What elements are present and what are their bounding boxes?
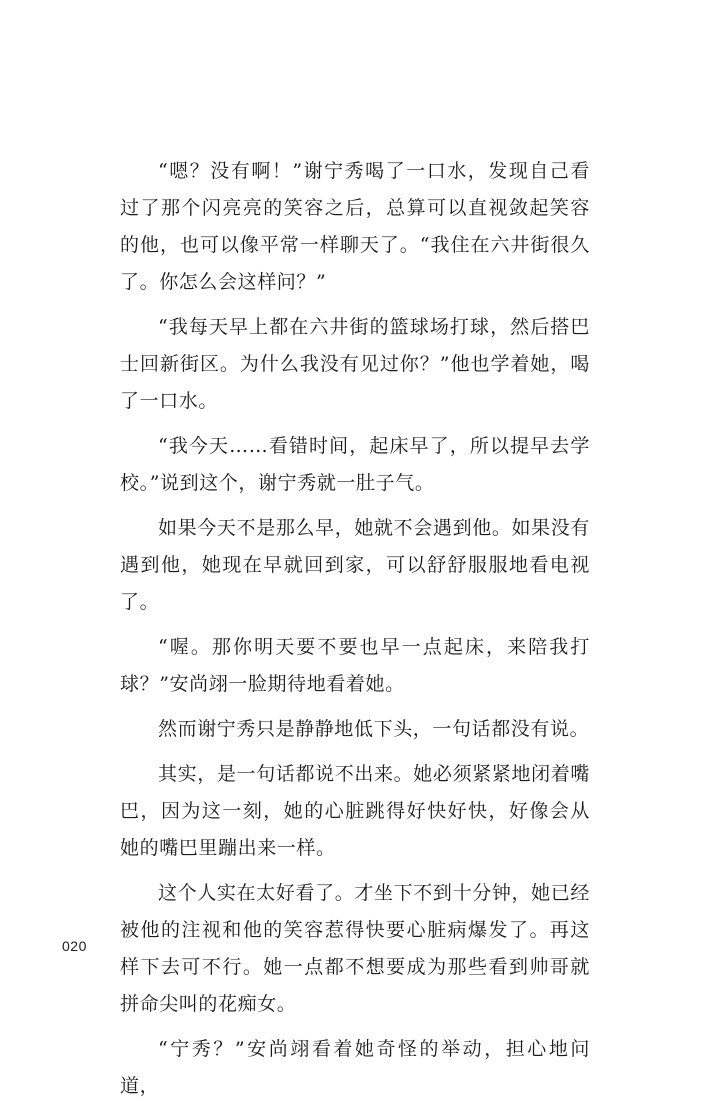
paragraph-3: “我今天……看错时间，起床早了，所以提早去学校。”说到这个，谢宁秀就一肚子气。 [120,435,590,494]
paragraph-9: “宁秀？”安尚翊看着她奇怪的举动，担心地问道， [120,1038,590,1097]
page-number: 020 [62,938,87,954]
body-text [120,153,590,1113]
paragraph-8: 这个人实在太好看了。才坐下不到十分钟，她已经被他的注视和他的笑容惹得快要心脏病爆发了。再这样下去可不行。她一点都不想要成为那些看到帅哥就拼命尖叫的花痴女。 [120,882,590,1015]
paragraph-1: “嗯？没有啊！”谢宁秀喝了一口水，发现自己看过了那个闪亮亮的笑容之后，总算可以直视敛起笑容的他，也可以像平常一样聊天了。“我住在六井街很久了。你怎么会这样问？” [120,160,590,293]
paragraph-7: 其实，是一句话都说不出来。她必须紧紧地闭着嘴巴，因为这一刻，她的心脏跳得好快好快，好像会从她的嘴巴里蹦出来一样。 [120,763,590,859]
paragraph-2: “我每天早上都在六井街的篮球场打球，然后搭巴士回新街区。为什么我没有见过你？”他也学着她，喝了一口水。 [120,316,590,412]
paragraph-5: “喔。那你明天要不要也早一点起床，来陪我打球？”安尚翊一脸期待地看着她。 [120,636,590,695]
paragraph-4: 如果今天不是那么早，她就不会遇到他。如果没有遇到他，她现在早就回到家，可以舒舒服服地看电视了。 [120,517,590,613]
paragraph-6: 然而谢宁秀只是静静地低下头，一句话都没有说。 [158,718,590,740]
